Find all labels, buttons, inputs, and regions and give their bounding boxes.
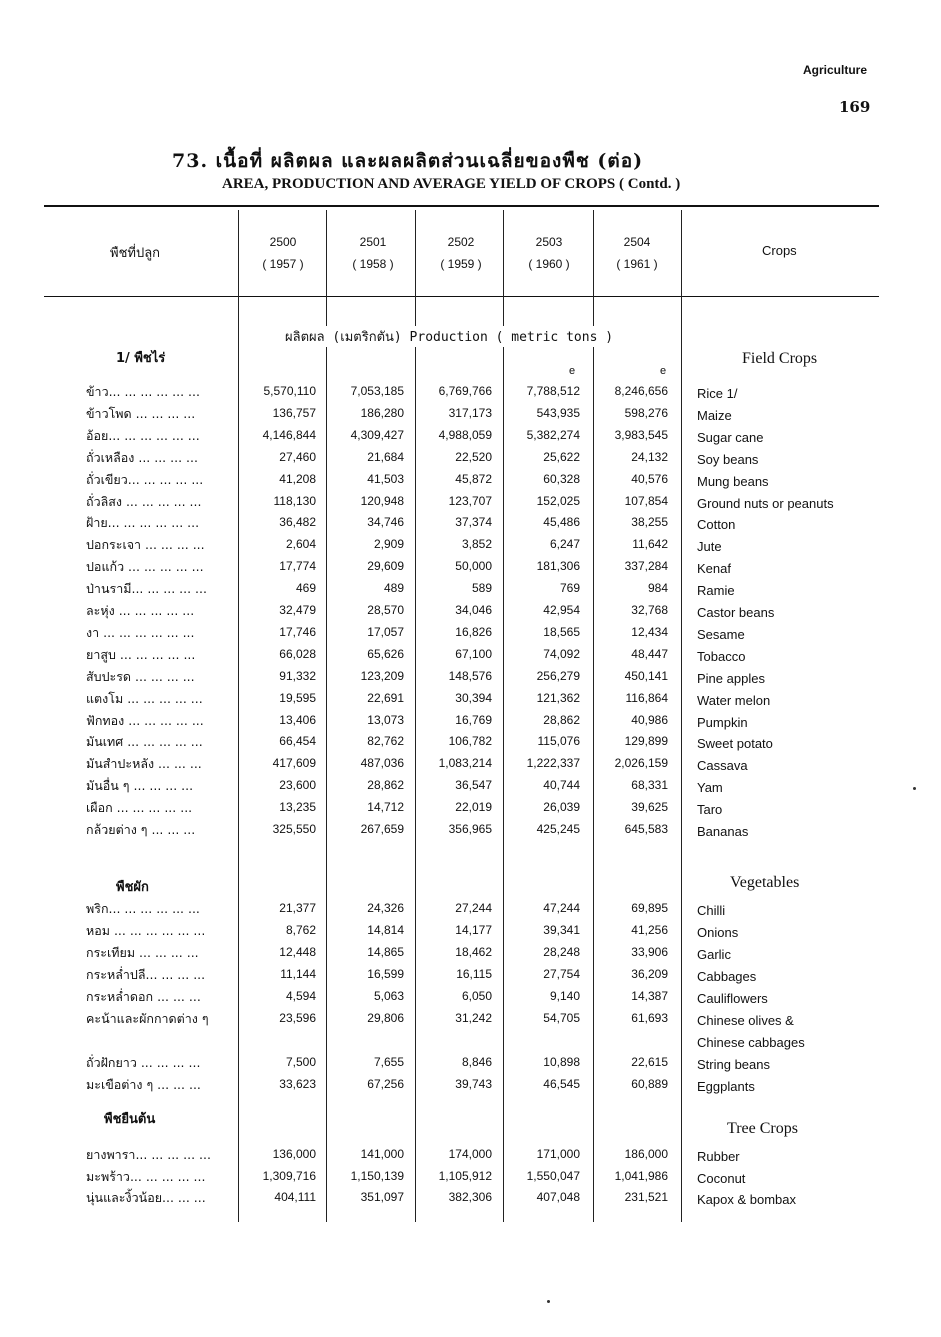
- crop-name-thai: ป่านรามี... ... ... ... ...: [86, 581, 207, 597]
- scan-speck: [547, 1300, 550, 1303]
- production-value: 425,245: [536, 822, 580, 836]
- production-value: 65,626: [367, 646, 404, 661]
- production-value: 645,583: [624, 822, 668, 836]
- production-value: 129,899: [624, 734, 668, 749]
- table-row: [0, 404, 941, 426]
- production-value: 489: [383, 581, 404, 596]
- table-row: [0, 667, 941, 689]
- table-row: [0, 601, 941, 623]
- production-value: 1,105,912: [438, 1168, 492, 1183]
- table-row: [0, 711, 941, 733]
- crop-name-english: Mung beans: [697, 473, 769, 489]
- section-title-english: Vegetables: [730, 874, 800, 891]
- production-value: 6,769,766: [438, 384, 492, 398]
- crop-name-english: Onions: [697, 925, 739, 940]
- table-row: [0, 1167, 941, 1189]
- crop-name-thai: ข้าว... ... ... ... ... ...: [86, 384, 200, 399]
- crop-name-english: Water melon: [697, 692, 771, 708]
- crop-name-thai: มันเทศ ... ... ... ... ...: [86, 734, 203, 750]
- production-value: 14,865: [367, 945, 404, 959]
- table-row: [0, 987, 941, 1009]
- page-number: 169: [839, 98, 871, 116]
- crop-name-english: Taro: [697, 802, 723, 818]
- production-value: 267,659: [360, 822, 404, 836]
- production-value: 4,594: [285, 989, 316, 1003]
- crop-name-thai: ยางพารา... ... ... ... ...: [86, 1147, 211, 1162]
- table-row: [0, 426, 941, 448]
- table-row: [0, 1145, 941, 1167]
- production-value: 186,000: [624, 1147, 668, 1161]
- production-value: 23,600: [279, 778, 316, 793]
- table-title-english: AREA, PRODUCTION AND AVERAGE YIELD OF CROPS ( Contd. ): [222, 176, 681, 192]
- crop-name-english: Kapox & bombax: [697, 1192, 797, 1207]
- production-value: 18,462: [455, 945, 492, 959]
- production-value: 39,743: [455, 1077, 492, 1091]
- production-value: 5,382,274: [526, 427, 580, 442]
- production-value: 3,983,545: [614, 427, 668, 442]
- crop-name-thai: ปอแก้ว ... ... ... ... ...: [86, 559, 204, 575]
- column-header-crops-english: Crops: [762, 243, 797, 258]
- production-value: 41,208: [279, 471, 316, 486]
- production-value: 36,547: [455, 778, 492, 793]
- production-value: 40,576: [631, 471, 668, 486]
- production-value: 14,177: [455, 923, 492, 937]
- production-value: 1,041,986: [614, 1168, 668, 1183]
- crop-name-english: Chilli: [697, 903, 726, 918]
- production-value: 40,986: [631, 712, 668, 727]
- production-value: 417,609: [272, 756, 316, 771]
- production-value: 22,520: [455, 449, 492, 464]
- table-row: [0, 689, 941, 711]
- year-ad: ( 1957 ): [262, 257, 304, 271]
- production-value: 171,000: [536, 1147, 580, 1161]
- production-value: 40,744: [543, 778, 580, 793]
- production-value: 27,244: [455, 901, 492, 915]
- table-row: [0, 899, 941, 921]
- production-value: 38,255: [631, 515, 668, 530]
- production-value: 68,331: [631, 778, 668, 793]
- production-value: 136,757: [272, 405, 316, 420]
- estimate-mark: e: [569, 365, 576, 377]
- production-value: 325,550: [272, 822, 316, 836]
- crop-name-thai: กระหล่ำปลี... ... ... ...: [86, 967, 206, 982]
- table-row: [0, 382, 941, 404]
- production-value: 589: [471, 581, 492, 596]
- production-value: 28,570: [367, 603, 404, 617]
- production-value: 351,097: [360, 1190, 404, 1204]
- crop-name-english: Coconut: [697, 1170, 746, 1186]
- table-row: [0, 943, 941, 965]
- year-header-2503: [509, 231, 589, 275]
- production-value: 32,768: [631, 603, 668, 617]
- production-value: 404,111: [274, 1190, 316, 1204]
- production-value: 148,576: [448, 668, 492, 683]
- production-value: 4,988,059: [438, 427, 492, 442]
- table-row: [0, 623, 941, 645]
- production-value: 16,826: [455, 624, 492, 639]
- production-value: 47,244: [543, 901, 580, 915]
- crop-name-thai: ถั่วฝักยาว ... ... ... ...: [86, 1055, 201, 1070]
- section-title-thai: 1/ พืชไร่: [116, 351, 166, 366]
- production-value: 116,864: [625, 690, 668, 705]
- table-row: [0, 492, 941, 514]
- production-value: 28,862: [367, 778, 404, 793]
- table-row: [0, 557, 941, 579]
- production-value: 181,306: [536, 559, 580, 574]
- production-value: 14,387: [631, 989, 668, 1003]
- production-value: 12,434: [631, 624, 668, 639]
- year-be: 2501: [359, 235, 387, 249]
- production-value: 382,306: [448, 1190, 492, 1204]
- production-value: 14,814: [367, 923, 404, 937]
- crop-name-thai: มะเขือต่าง ๆ ... ... ...: [86, 1077, 201, 1092]
- production-value: 66,028: [279, 646, 316, 661]
- crop-name-thai: กล้วยต่าง ๆ ... ... ...: [86, 822, 196, 837]
- crop-name-english-continued: Chinese cabbages: [697, 1035, 805, 1050]
- crop-name-thai: กระเทียม ... ... ... ...: [86, 945, 199, 960]
- header-rule: [44, 296, 879, 297]
- production-value: 33,623: [279, 1077, 316, 1091]
- estimate-mark: e: [660, 365, 667, 377]
- crop-name-english: Cotton: [697, 517, 736, 533]
- table-row: [0, 470, 941, 492]
- crop-name-english: Cabbages: [697, 969, 757, 984]
- table-row: [0, 1188, 941, 1210]
- crop-name-thai: นุ่นและงิ้วน้อย... ... ...: [86, 1190, 206, 1205]
- crop-name-thai: หอม ... ... ... ... ... ...: [86, 923, 206, 938]
- production-value: 29,806: [367, 1011, 404, 1025]
- production-value: 41,256: [631, 923, 668, 937]
- crop-name-thai: งา ... ... ... ... ... ...: [86, 624, 195, 640]
- table-row: [0, 1053, 941, 1075]
- production-value: 16,599: [367, 967, 404, 981]
- production-value: 37,374: [455, 515, 492, 530]
- crop-name-thai: คะน้าและผักกาดต่าง ๆ: [86, 1011, 209, 1026]
- production-value: 22,691: [367, 690, 404, 705]
- crop-name-english: Ground nuts or peanuts: [697, 495, 834, 511]
- crop-name-english: Jute: [697, 539, 722, 555]
- crop-name-english: Sweet potato: [697, 736, 773, 752]
- production-value: 120,948: [360, 493, 404, 508]
- section-title-thai: พืชผัก: [116, 880, 149, 895]
- production-value: 13,235: [279, 800, 316, 815]
- production-value: 22,019: [455, 800, 492, 815]
- production-value: 7,500: [285, 1055, 316, 1069]
- production-value: 45,872: [455, 471, 492, 486]
- production-value: 7,788,512: [526, 384, 580, 398]
- production-value: 30,394: [455, 690, 492, 705]
- crop-name-english: Cassava: [697, 758, 748, 774]
- production-value: 39,341: [543, 923, 580, 937]
- production-value: 356,965: [448, 822, 492, 836]
- production-value: 8,246,656: [614, 384, 668, 398]
- table-row: [0, 448, 941, 470]
- production-value: 543,935: [536, 405, 580, 420]
- table-row: [0, 535, 941, 557]
- crop-name-thai: ฝ้าย... ... ... ... ... ...: [86, 515, 200, 531]
- crop-name-thai: ข้าวโพด ... ... ... ...: [86, 405, 196, 421]
- production-value: 469: [295, 581, 316, 596]
- production-value: 28,862: [543, 712, 580, 727]
- crop-name-thai: ฟักทอง ... ... ... ... ...: [86, 712, 204, 728]
- production-value: 2,604: [285, 537, 316, 552]
- production-value: 16,769: [455, 712, 492, 727]
- production-value: 141,000: [360, 1147, 404, 1161]
- year-ad: ( 1959 ): [440, 257, 482, 271]
- production-value: 13,073: [367, 712, 404, 727]
- production-value: 174,000: [448, 1147, 492, 1161]
- production-value: 33,906: [631, 945, 668, 959]
- year-header-2504: [597, 231, 677, 275]
- production-value: 123,707: [448, 493, 492, 508]
- production-value: 317,173: [448, 405, 492, 420]
- crop-name-english: Kenaf: [697, 561, 731, 577]
- crop-name-english: Soy beans: [697, 451, 759, 467]
- production-value: 17,057: [367, 624, 404, 639]
- production-value: 6,247: [549, 537, 580, 552]
- crop-name-english: Ramie: [697, 583, 735, 599]
- production-value: 256,279: [536, 668, 580, 683]
- production-value: 42,954: [543, 603, 580, 617]
- production-value: 123,209: [360, 668, 404, 683]
- production-value: 48,447: [631, 646, 668, 661]
- production-value: 337,284: [624, 559, 668, 574]
- table-row: [0, 579, 941, 601]
- crop-name-english: Castor beans: [697, 605, 775, 620]
- crop-name-english: Yam: [697, 780, 723, 796]
- crop-name-thai: เผือก ... ... ... ... ...: [86, 800, 193, 816]
- production-value: 17,746: [279, 624, 316, 639]
- production-value: 4,146,844: [262, 427, 316, 442]
- production-value: 69,895: [631, 901, 668, 915]
- column-header-crops-thai: พืชที่ปลูก: [110, 246, 161, 261]
- crop-name-thai: มันสำปะหลัง ... ... ...: [86, 756, 202, 772]
- production-value: 115,076: [537, 734, 580, 749]
- production-value: 8,846: [461, 1055, 492, 1069]
- crop-name-english: Cauliflowers: [697, 991, 768, 1006]
- production-value: 22,615: [631, 1055, 668, 1069]
- year-header-2502: [421, 231, 501, 275]
- production-value: 66,454: [279, 734, 316, 749]
- crop-name-thai: ละหุ่ง ... ... ... ... ...: [86, 603, 195, 618]
- production-value: 7,655: [373, 1055, 404, 1069]
- scan-speck: [913, 787, 916, 790]
- production-value: 26,039: [543, 800, 580, 815]
- production-value: 60,889: [631, 1077, 668, 1091]
- production-value: 67,100: [455, 646, 492, 661]
- crop-name-thai: ถั่วเหลือง ... ... ... ...: [86, 449, 198, 465]
- production-value: 1,083,214: [438, 756, 492, 771]
- section-label: Agriculture: [803, 63, 868, 77]
- section-title-english: Tree Crops: [727, 1120, 798, 1137]
- production-value: 25,622: [543, 449, 580, 464]
- year-ad: ( 1961 ): [616, 257, 658, 271]
- crop-name-english: Rice 1/: [697, 386, 738, 401]
- section-title-thai: พืชยืนต้น: [104, 1112, 156, 1127]
- production-value: 29,609: [367, 559, 404, 574]
- production-value: 27,460: [279, 449, 316, 464]
- production-value: 18,565: [543, 624, 580, 639]
- table-row: [0, 732, 941, 754]
- production-value: 36,209: [631, 967, 668, 981]
- production-value: 32,479: [279, 603, 316, 617]
- crop-name-english: Eggplants: [697, 1079, 755, 1094]
- production-value: 152,025: [536, 493, 580, 508]
- production-value: 24,132: [631, 449, 668, 464]
- crop-name-english: Sugar cane: [697, 429, 764, 445]
- production-value: 231,521: [624, 1190, 668, 1204]
- production-value: 106,782: [448, 734, 492, 749]
- production-value: 136,000: [272, 1147, 316, 1161]
- production-value: 45,486: [543, 515, 580, 530]
- production-value: 91,332: [279, 668, 316, 683]
- table-row: [0, 965, 941, 987]
- year-be: 2502: [447, 235, 475, 249]
- crop-name-thai: ปอกระเจา ... ... ... ...: [86, 537, 205, 553]
- production-value: 13,406: [279, 712, 316, 727]
- crop-name-english: String beans: [697, 1057, 770, 1072]
- production-value: 3,852: [461, 537, 492, 552]
- crop-name-english: Pine apples: [697, 670, 765, 686]
- production-value: 50,000: [455, 559, 492, 574]
- production-value: 1,150,139: [350, 1168, 404, 1183]
- production-value: 21,684: [367, 449, 404, 464]
- crop-name-thai: กระหล่ำดอก ... ... ...: [86, 989, 201, 1004]
- production-value: 984: [647, 581, 668, 596]
- crop-name-thai: ถั่วเขียว... ... ... ... ...: [86, 471, 204, 487]
- crop-name-english: Garlic: [697, 947, 731, 962]
- year-ad: ( 1958 ): [352, 257, 394, 271]
- crop-name-english: Sesame: [697, 626, 745, 642]
- production-value: 36,482: [279, 515, 316, 530]
- year-header-2500: [243, 231, 323, 275]
- production-value: 28,248: [543, 945, 580, 959]
- production-value: 2,026,159: [614, 756, 668, 771]
- production-value: 1,550,047: [526, 1168, 580, 1183]
- crop-name-english: Bananas: [697, 824, 749, 839]
- production-value: 10,898: [543, 1055, 580, 1069]
- production-value: 27,754: [543, 967, 580, 981]
- table-row: [0, 1009, 941, 1050]
- crop-name-english: Chinese olives &: [697, 1013, 794, 1028]
- crop-name-thai: ยาสูบ ... ... ... ... ...: [86, 646, 196, 662]
- year-header-2501: [333, 231, 413, 275]
- production-value: 46,545: [543, 1077, 580, 1091]
- table-row: [0, 754, 941, 776]
- production-value: 34,046: [455, 603, 492, 617]
- crop-name-thai: สับปะรด ... ... ... ...: [86, 668, 195, 684]
- production-value: 11,144: [280, 967, 316, 981]
- crop-name-english: Pumpkin: [697, 714, 748, 730]
- year-be: 2500: [269, 235, 297, 249]
- production-value: 16,115: [456, 967, 492, 981]
- production-value: 107,854: [624, 493, 668, 508]
- production-value: 12,448: [279, 945, 316, 959]
- crop-name-thai: มันอื่น ๆ ... ... ... ...: [86, 778, 194, 794]
- production-value: 487,036: [360, 756, 404, 771]
- crop-name-thai: พริก... ... ... ... ... ...: [86, 901, 200, 916]
- production-value: 4,309,427: [350, 427, 404, 442]
- production-value: 450,141: [624, 668, 668, 683]
- production-value: 2,909: [373, 537, 404, 552]
- crop-name-thai: ถั่วลิสง ... ... ... ... ...: [86, 493, 202, 509]
- unit-label: ผลิตผล (เมตริกตัน) Production ( metric tons ): [283, 326, 615, 347]
- production-value: 61,693: [631, 1011, 668, 1025]
- production-value: 5,570,110: [263, 384, 316, 398]
- production-value: 118,130: [273, 493, 316, 508]
- crop-name-thai: แตงโม ... ... ... ... ...: [86, 690, 203, 706]
- production-value: 121,362: [536, 690, 580, 705]
- production-value: 34,746: [367, 515, 404, 530]
- production-value: 8,762: [285, 923, 316, 937]
- table-row: [0, 921, 941, 943]
- production-value: 24,326: [367, 901, 404, 915]
- production-value: 67,256: [367, 1077, 404, 1091]
- production-value: 31,242: [455, 1011, 492, 1025]
- table-row: [0, 1075, 941, 1097]
- production-value: 1,309,716: [262, 1168, 316, 1183]
- production-value: 5,063: [373, 989, 404, 1003]
- year-be: 2504: [623, 235, 651, 249]
- production-value: 186,280: [360, 405, 404, 420]
- production-value: 9,140: [549, 989, 580, 1003]
- production-value: 6,050: [461, 989, 492, 1003]
- production-value: 769: [559, 581, 580, 596]
- year-be: 2503: [535, 235, 563, 249]
- production-value: 11,642: [632, 537, 668, 552]
- table-row: [0, 820, 941, 842]
- production-value: 41,503: [367, 471, 404, 486]
- production-value: 23,596: [279, 1011, 316, 1025]
- production-value: 82,762: [367, 734, 404, 749]
- table-row: [0, 798, 941, 820]
- production-value: 19,595: [279, 690, 316, 705]
- production-value: 7,053,185: [350, 384, 404, 398]
- production-value: 54,705: [543, 1011, 580, 1025]
- production-value: 1,222,337: [526, 756, 580, 771]
- section-title-english: Field Crops: [742, 350, 818, 367]
- crop-name-english: Maize: [697, 407, 732, 423]
- production-value: 598,276: [624, 405, 668, 420]
- production-value: 39,625: [631, 800, 668, 815]
- year-ad: ( 1960 ): [528, 257, 570, 271]
- crop-name-thai: อ้อย... ... ... ... ... ...: [86, 427, 200, 443]
- top-rule: [44, 205, 879, 207]
- production-value: 407,048: [536, 1190, 580, 1204]
- crop-name-english: Tobacco: [697, 648, 746, 664]
- crop-name-thai: มะพร้าว... ... ... ... ...: [86, 1168, 206, 1184]
- table-row: [0, 645, 941, 667]
- production-value: 74,092: [543, 646, 580, 661]
- table-row: [0, 513, 941, 535]
- table-row: [0, 776, 941, 798]
- table-title-thai: 73. เนื้อที่ ผลิตผล และผลผลิตส่วนเฉลี่ยของพืช (ต่อ): [172, 150, 644, 172]
- production-value: 14,712: [367, 800, 404, 815]
- crop-name-english: Rubber: [697, 1149, 740, 1164]
- production-value: 21,377: [279, 901, 316, 915]
- production-value: 60,328: [543, 471, 580, 486]
- production-value: 17,774: [279, 559, 316, 574]
